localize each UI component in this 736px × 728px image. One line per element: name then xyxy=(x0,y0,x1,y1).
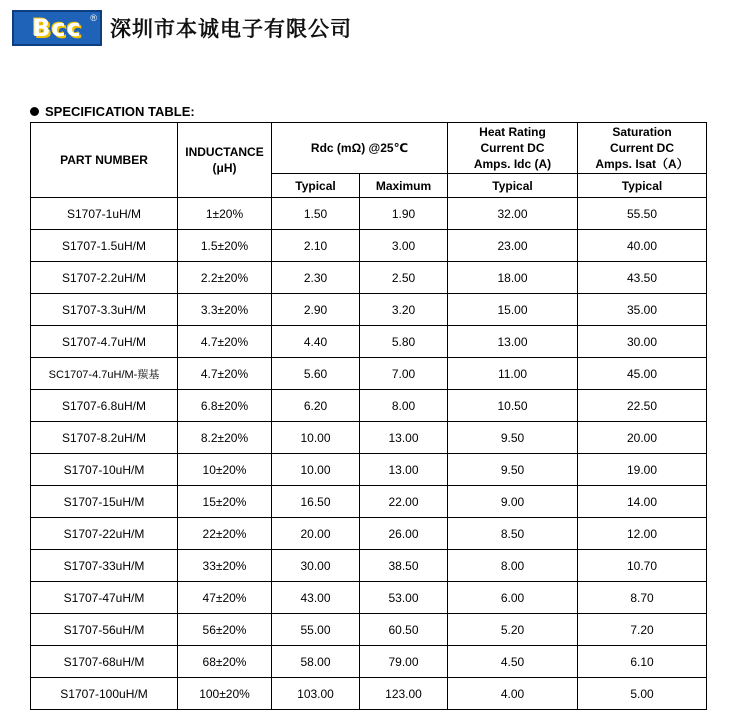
cell-idc-typical: 23.00 xyxy=(448,230,578,262)
cell-part-number: S1707-47uH/M xyxy=(31,582,178,614)
cell-rdc-maximum: 3.20 xyxy=(360,294,448,326)
table-row xyxy=(31,518,707,550)
cell-part-number: S1707-6.8uH/M xyxy=(31,390,178,422)
cell-isat-typical: 10.70 xyxy=(578,550,707,582)
cell-rdc-maximum: 8.00 xyxy=(360,390,448,422)
cell-isat-typical: 30.00 xyxy=(578,326,707,358)
cell-rdc-maximum: 79.00 xyxy=(360,646,448,678)
cell-rdc-typical: 20.00 xyxy=(272,518,360,550)
cell-inductance: 68±20% xyxy=(178,646,272,678)
cell-isat-typical: 35.00 xyxy=(578,294,707,326)
header-heat-typical: Typical xyxy=(448,174,578,198)
cell-idc-typical: 8.50 xyxy=(448,518,578,550)
table-row xyxy=(31,326,707,358)
cell-inductance: 6.8±20% xyxy=(178,390,272,422)
header-rdc-typical: Typical xyxy=(272,174,360,198)
cell-part-number: S1707-8.2uH/M xyxy=(31,422,178,454)
cell-inductance: 3.3±20% xyxy=(178,294,272,326)
cell-rdc-maximum: 5.80 xyxy=(360,326,448,358)
specification-table xyxy=(30,122,707,710)
cell-idc-typical: 11.00 xyxy=(448,358,578,390)
cell-inductance: 1±20% xyxy=(178,198,272,230)
cell-rdc-typical: 2.30 xyxy=(272,262,360,294)
cell-idc-typical: 9.00 xyxy=(448,486,578,518)
table-row xyxy=(31,678,707,710)
cell-idc-typical: 10.50 xyxy=(448,390,578,422)
cell-part-number: S1707-4.7uH/M xyxy=(31,326,178,358)
cell-rdc-maximum: 38.50 xyxy=(360,550,448,582)
cell-rdc-maximum: 60.50 xyxy=(360,614,448,646)
table-row xyxy=(31,230,707,262)
table-row xyxy=(31,358,707,390)
cell-inductance: 15±20% xyxy=(178,486,272,518)
cell-inductance: 33±20% xyxy=(178,550,272,582)
cell-rdc-typical: 103.00 xyxy=(272,678,360,710)
cell-idc-typical: 9.50 xyxy=(448,454,578,486)
cell-rdc-typical: 16.50 xyxy=(272,486,360,518)
cell-isat-typical: 40.00 xyxy=(578,230,707,262)
cell-idc-typical: 4.50 xyxy=(448,646,578,678)
cell-rdc-maximum: 1.90 xyxy=(360,198,448,230)
header-sat-typical: Typical xyxy=(578,174,707,198)
table-row xyxy=(31,198,707,230)
cell-inductance: 100±20% xyxy=(178,678,272,710)
cell-inductance: 8.2±20% xyxy=(178,422,272,454)
registered-mark: ® xyxy=(90,13,97,23)
cell-rdc-typical: 58.00 xyxy=(272,646,360,678)
cell-rdc-maximum: 123.00 xyxy=(360,678,448,710)
cell-part-number: S1707-33uH/M xyxy=(31,550,178,582)
header-heat-rating xyxy=(448,123,578,174)
logo-text: Bcc xyxy=(32,14,82,42)
cell-rdc-typical: 30.00 xyxy=(272,550,360,582)
cell-rdc-typical: 43.00 xyxy=(272,582,360,614)
table-row xyxy=(31,454,707,486)
cell-part-number: S1707-68uH/M xyxy=(31,646,178,678)
header-heat-line1: Heat Rating xyxy=(479,125,546,139)
table-row xyxy=(31,294,707,326)
cell-inductance: 47±20% xyxy=(178,582,272,614)
cell-rdc-maximum: 26.00 xyxy=(360,518,448,550)
cell-part-number: SC1707-4.7uH/M-羰基 xyxy=(31,358,178,390)
cell-isat-typical: 12.00 xyxy=(578,518,707,550)
cell-idc-typical: 18.00 xyxy=(448,262,578,294)
cell-idc-typical: 13.00 xyxy=(448,326,578,358)
cell-isat-typical: 55.50 xyxy=(578,198,707,230)
cell-isat-typical: 43.50 xyxy=(578,262,707,294)
company-logo xyxy=(12,10,102,46)
cell-idc-typical: 4.00 xyxy=(448,678,578,710)
cell-part-number: S1707-1uH/M xyxy=(31,198,178,230)
cell-inductance: 1.5±20% xyxy=(178,230,272,262)
header-heat-line3: Amps. Idc (A) xyxy=(473,157,552,171)
cell-isat-typical: 8.70 xyxy=(578,582,707,614)
cell-isat-typical: 7.20 xyxy=(578,614,707,646)
cell-inductance: 56±20% xyxy=(178,614,272,646)
header-rdc: Rdc (mΩ) @25℃ xyxy=(272,123,448,174)
cell-isat-typical: 20.00 xyxy=(578,422,707,454)
cell-idc-typical: 9.50 xyxy=(448,422,578,454)
cell-inductance: 4.7±20% xyxy=(178,326,272,358)
table-row xyxy=(31,582,707,614)
cell-rdc-maximum: 13.00 xyxy=(360,454,448,486)
section-title xyxy=(30,104,195,119)
cell-part-number: S1707-2.2uH/M xyxy=(31,262,178,294)
cell-rdc-typical: 2.90 xyxy=(272,294,360,326)
cell-rdc-maximum: 2.50 xyxy=(360,262,448,294)
header-inductance-line1: INDUCTANCE xyxy=(185,145,264,159)
cell-rdc-typical: 2.10 xyxy=(272,230,360,262)
header-inductance-line2: (μH) xyxy=(212,161,237,175)
cell-idc-typical: 8.00 xyxy=(448,550,578,582)
header xyxy=(12,8,352,48)
table-row xyxy=(31,550,707,582)
bullet-icon xyxy=(30,107,39,116)
table-row xyxy=(31,390,707,422)
section-title-text: SPECIFICATION TABLE: xyxy=(45,104,195,119)
cell-idc-typical: 5.20 xyxy=(448,614,578,646)
cell-isat-typical: 5.00 xyxy=(578,678,707,710)
header-heat-line2: Current DC xyxy=(480,141,545,155)
header-sat-line2: Current DC xyxy=(610,141,675,155)
company-name: 深圳市本诚电子有限公司 xyxy=(110,16,352,41)
cell-part-number: S1707-1.5uH/M xyxy=(31,230,178,262)
cell-isat-typical: 45.00 xyxy=(578,358,707,390)
table-row xyxy=(31,614,707,646)
cell-rdc-typical: 5.60 xyxy=(272,358,360,390)
cell-rdc-maximum: 13.00 xyxy=(360,422,448,454)
cell-part-number: S1707-56uH/M xyxy=(31,614,178,646)
cell-part-number: S1707-100uH/M xyxy=(31,678,178,710)
table-row xyxy=(31,422,707,454)
header-part-number: PART NUMBER xyxy=(31,123,178,198)
header-saturation xyxy=(578,123,707,174)
cell-part-number: S1707-15uH/M xyxy=(31,486,178,518)
table-row xyxy=(31,262,707,294)
cell-rdc-typical: 4.40 xyxy=(272,326,360,358)
cell-isat-typical: 19.00 xyxy=(578,454,707,486)
cell-rdc-typical: 10.00 xyxy=(272,454,360,486)
header-inductance xyxy=(178,123,272,198)
cell-part-number: S1707-3.3uH/M xyxy=(31,294,178,326)
cell-rdc-typical: 55.00 xyxy=(272,614,360,646)
cell-rdc-typical: 10.00 xyxy=(272,422,360,454)
cell-part-number: S1707-22uH/M xyxy=(31,518,178,550)
cell-inductance: 10±20% xyxy=(178,454,272,486)
cell-isat-typical: 22.50 xyxy=(578,390,707,422)
cell-rdc-maximum: 53.00 xyxy=(360,582,448,614)
table-row xyxy=(31,646,707,678)
cell-rdc-typical: 6.20 xyxy=(272,390,360,422)
cell-inductance: 22±20% xyxy=(178,518,272,550)
table-row xyxy=(31,486,707,518)
cell-rdc-maximum: 22.00 xyxy=(360,486,448,518)
cell-rdc-maximum: 3.00 xyxy=(360,230,448,262)
cell-rdc-maximum: 7.00 xyxy=(360,358,448,390)
cell-idc-typical: 15.00 xyxy=(448,294,578,326)
cell-isat-typical: 14.00 xyxy=(578,486,707,518)
table-body xyxy=(31,198,707,710)
cell-part-number: S1707-10uH/M xyxy=(31,454,178,486)
cell-idc-typical: 32.00 xyxy=(448,198,578,230)
cell-inductance: 2.2±20% xyxy=(178,262,272,294)
header-sat-line1: Saturation xyxy=(612,125,672,139)
header-sat-line3: Amps. Isat（A） xyxy=(595,157,689,171)
cell-isat-typical: 6.10 xyxy=(578,646,707,678)
cell-idc-typical: 6.00 xyxy=(448,582,578,614)
cell-rdc-typical: 1.50 xyxy=(272,198,360,230)
header-rdc-maximum: Maximum xyxy=(360,174,448,198)
cell-inductance: 4.7±20% xyxy=(178,358,272,390)
